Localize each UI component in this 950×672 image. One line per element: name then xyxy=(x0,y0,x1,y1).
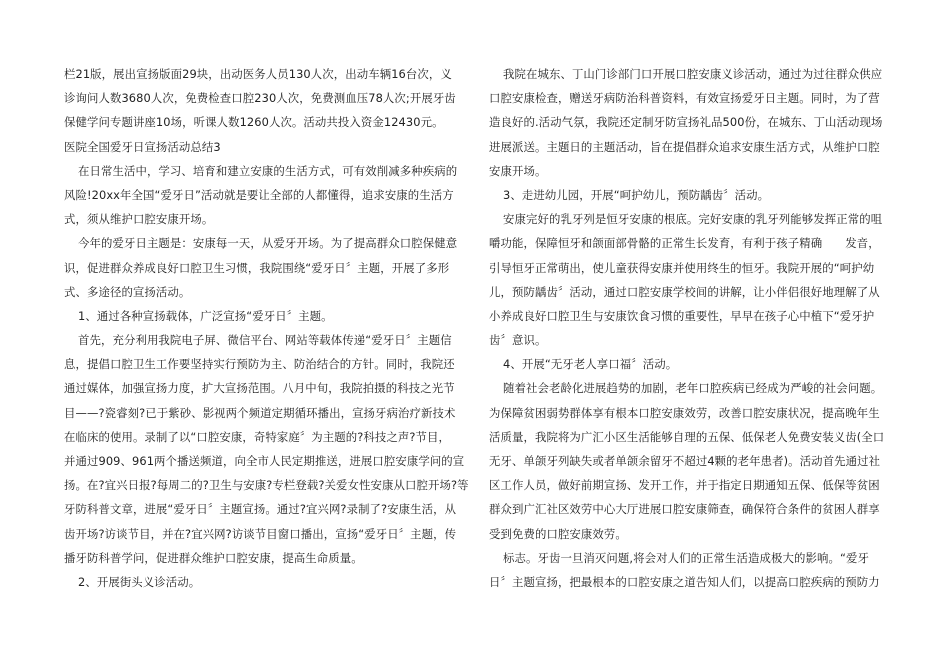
text-line: 随着社会老龄化进展趋势的加剧，老年口腔疾病已经成为严峻的社会问题。 xyxy=(503,381,883,396)
text-line: 4、开展“无牙老人享口福〞活动。 xyxy=(503,357,678,372)
text-line: 首先，充分利用我院电子屏、微信平台、网站等载体传递“爱牙日〞主题信 xyxy=(78,333,452,348)
text-line: 区工作人员，做好前期宣扬、发开工作，并于指定日期通知五保、低保等贫困 xyxy=(489,478,880,493)
text-line: 日〞主题宣扬，把最根本的口腔安康之道告知人们，以提高口腔疾病的预防力 xyxy=(489,574,880,589)
text-line: 医院全国爱牙日宣扬活动总结3 xyxy=(64,139,221,154)
text-line: 进展派送。主题日的主题活动，旨在提倡群众追求安康生活方式，从维护口腔 xyxy=(489,139,880,154)
text-line: 目——?瓷睿刻?已于紫砂、影视两个频道定期循环播出，宣扬牙病治疗新技术 xyxy=(64,405,456,420)
text-line: 造良好的.活动气氛，我院还定制牙防宣扬礼品500份，在城东、丁山活动现场 xyxy=(489,115,883,130)
text-line: 1、通过各种宣扬载体，广泛宣扬“爱牙日〞主题。 xyxy=(78,308,333,323)
text-line: 受到免费的口腔安康效劳。 xyxy=(489,526,627,541)
text-line: 齿〞意识。 xyxy=(489,333,547,348)
text-line: 并通过909、961两个播送频道，向全市人民定期推送，进展口腔安康学问的宣 xyxy=(64,454,465,468)
text-line: 2、开展街头义诊活动。 xyxy=(78,574,201,589)
text-line: 口腔安康检查，赠送牙病防治科普资料，有效宣扬爱牙日主题。同时，为了营 xyxy=(489,91,880,106)
text-line: 安康开场。 xyxy=(489,163,547,178)
right-text-column xyxy=(489,62,885,594)
text-line: 在日常生活中，学习、培育和建立安康的生活方式，可有效削减多种疾病的 xyxy=(78,163,458,178)
text-line: 为保障贫困弱势群体享有根本口腔安康效劳，改善口腔安康状况，提高晚年生 xyxy=(489,405,880,420)
left-text-column xyxy=(64,62,469,594)
text-line: 息，提倡口腔卫生工作要坚持实行预防为主、防治结合的方针。同时，我院还 xyxy=(64,357,455,372)
text-line: 3、走进幼儿园，开展“呵护幼儿，预防龋齿〞活动。 xyxy=(503,187,770,202)
text-line: 今年的爱牙日主题是：安康每一天，从爱牙开场。为了提高群众口腔保健意 xyxy=(78,236,458,251)
text-line: 我院在城东、丁山门诊部门口开展口腔安康义诊活动，通过为过往群众供应 xyxy=(503,67,883,81)
text-line: 通过媒体，加强宣扬力度，扩大宣扬范围。八月中旬，我院拍摄的科技之光节 xyxy=(64,381,455,396)
text-line: 小养成良好口腔卫生与安康饮食习惯的重要性，早早在孩子心中植下“爱牙护 xyxy=(489,308,875,323)
text-line: 齿开场?访谈节目，并在?宜兴网?访谈节目窗口播出，宣扬“爱牙日〞主题，传 xyxy=(64,526,457,541)
text-line: 诊询问人数3680人次，免费检查口腔230人次，免费测血压78人次;开展牙齿 xyxy=(64,91,456,106)
text-line: 栏21版，展出宣扬版面29块，出动医务人员130人次，出动车辆16台次，义 xyxy=(64,67,452,81)
text-line: 活质量，我院将为广汇小区生活能够自理的五保、低保老人免费安装义齿(全口 xyxy=(489,429,885,444)
text-line: 牙防科普文章，进展“爱牙日〞主题宣扬。通过?宜兴网?录制了?安康生活，从 xyxy=(64,502,457,517)
text-line: 儿，预防龋齿〞活动，通过口腔安康学校间的讲解，让小伴侣很好地理解了从 xyxy=(489,284,880,299)
text-line: 引导恒牙正常萌出，使儿童获得安康并使用终生的恒牙。我院开展的“呵护幼 xyxy=(489,260,875,275)
text-line: 在临床的使用。录制了以“口腔安康，奇特家庭〞为主题的?科技之声?节目， xyxy=(64,429,450,444)
text-line: 识，促进群众养成良好口腔卫生习惯，我院围绕“爱牙日〞主题，开展了多形 xyxy=(64,260,450,275)
text-line: 标志。牙齿一旦消灭问题,将会对人们的正常生活造成极大的影响。“爱牙 xyxy=(503,550,869,565)
text-line: 群众到广汇社区效劳中心大厅进展口腔安康筛查，确保符合条件的贫困人群享 xyxy=(489,502,880,517)
text-line: 播牙防科普学问，促进群众维护口腔安康，提高生命质量。 xyxy=(64,550,363,565)
text-line: 嚼功能，保障恒牙和颌面部骨骼的正常生长发育，有利于孩子精确 发音， xyxy=(489,236,880,251)
text-line: 式、多途径的宣扬活动。 xyxy=(64,284,191,299)
text-line: 风险!20xx年全国“爱牙日”活动就是要让全部的人都懂得，追求安康的生活方 xyxy=(64,187,454,202)
text-line: 式，须从维护口腔安康开场。 xyxy=(64,212,214,227)
text-line: 保健学问专题讲座10场，听课人数1260人次。活动共投入资金12430元。 xyxy=(64,115,444,130)
text-line: 安康完好的乳牙列是恒牙安康的根底。完好安康的乳牙列能够发挥正常的咀 xyxy=(503,212,883,227)
text-line: 无牙、单颌牙列缺失或者单颌余留牙不超过4颗的老年患者)。活动首先通过社 xyxy=(489,454,881,468)
text-line: 扬。在?宜兴日报?每周二的?卫生与安康?专栏登载?关爱女性安康从口腔开场?等 xyxy=(64,478,469,493)
